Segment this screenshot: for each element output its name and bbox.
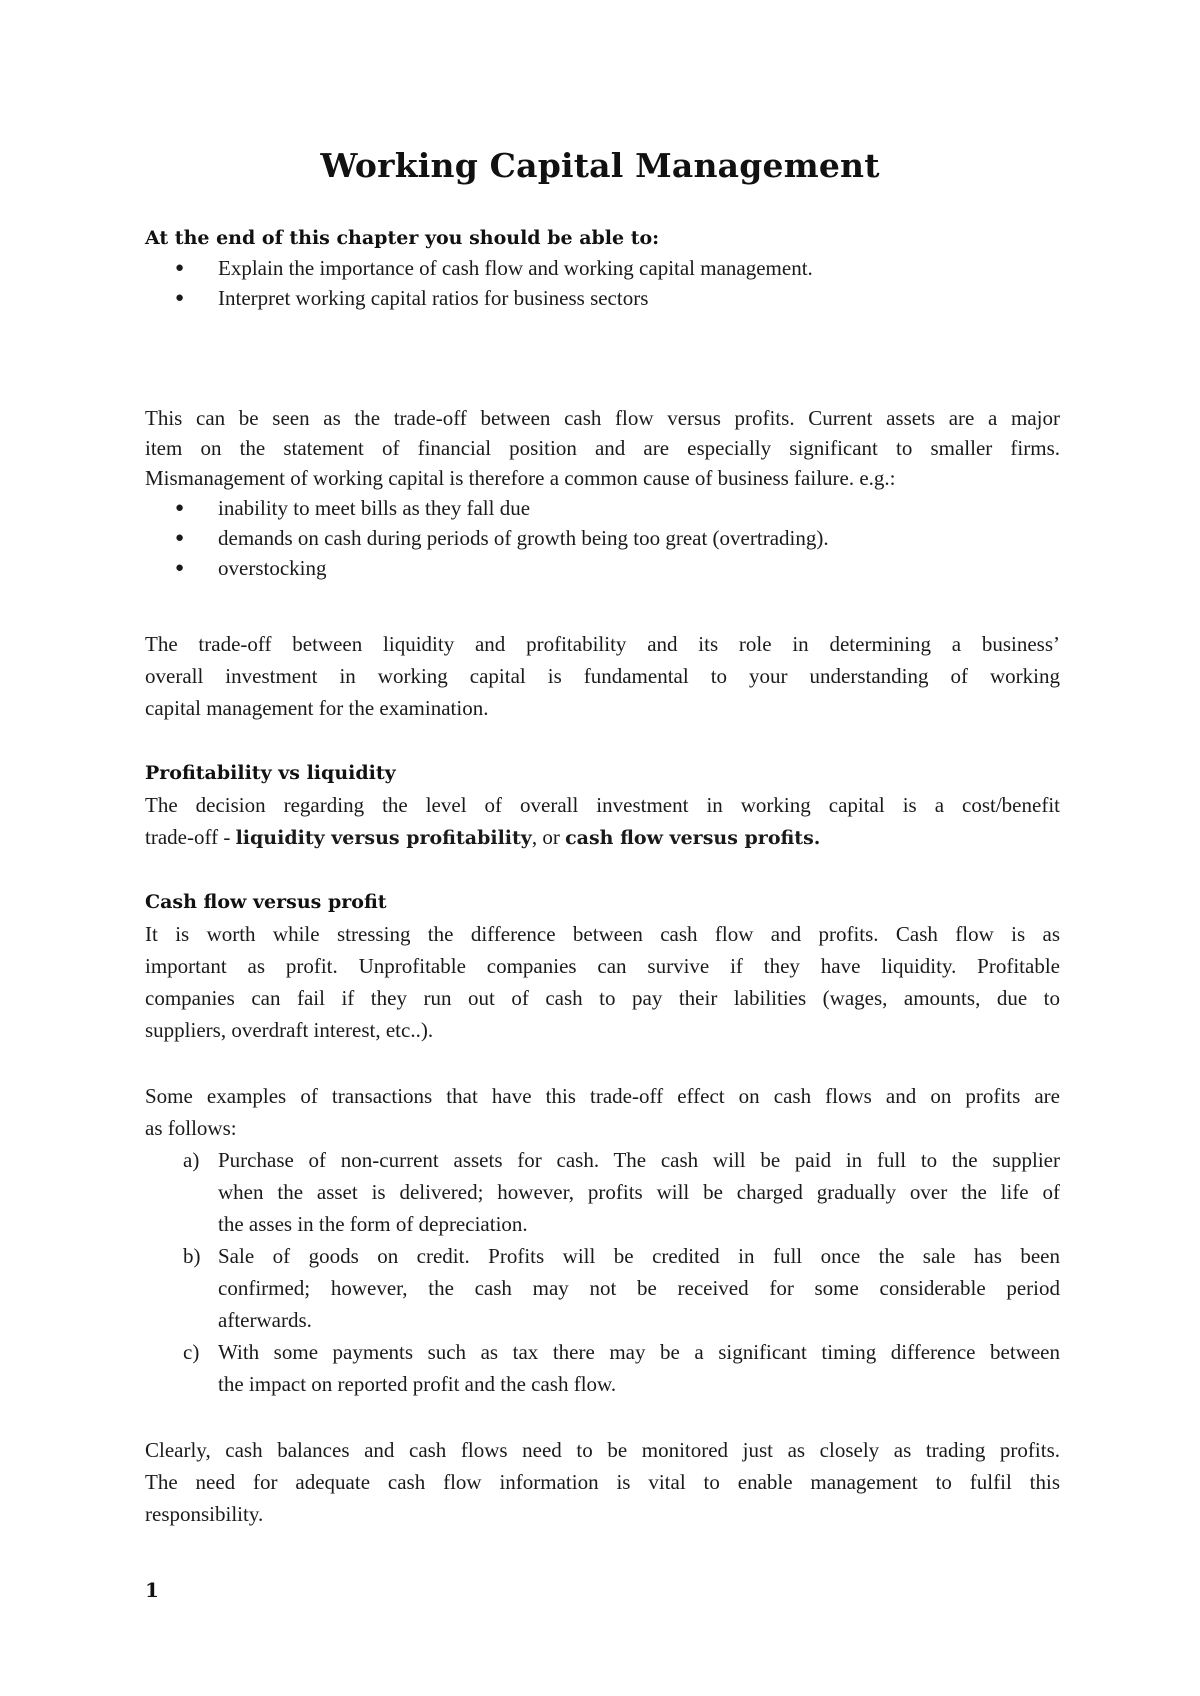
section-heading: Profitability vs liquidity [145,762,396,784]
cashflow-section [145,886,1060,1046]
objectives-section [145,222,1060,322]
objectives-heading: At the end of this chapter you should be able to: [145,227,660,249]
profitability-section [145,757,1060,853]
item-line: the impact on reported profit and the cash flow. [218,1372,617,1396]
list-label: a) [183,1148,200,1172]
paragraph-line: important as profit. Unprofitable companies can survive if they have liquidity. Profitable [145,954,1060,978]
list-item [145,1336,1060,1400]
section-heading: Cash flow versus profit [145,891,387,913]
paragraph-line: suppliers, overdraft interest, etc..). [145,1018,434,1042]
paragraph-line: The trade-off between liquidity and profitability and its role in determining a business’ [145,632,1060,656]
list-item [145,522,1060,554]
paragraph-line: as follows: [145,1116,237,1140]
bullet-icon: ● [175,290,185,306]
conclusion-section [145,1434,1060,1530]
bullet-icon: ● [175,500,185,516]
item-line: With some payments such as tax there may be a significant timing difference between [218,1340,1060,1364]
paragraph-line: The need for adequate cash flow information is vital to enable management to fulfil this [145,1470,1060,1494]
bullet-icon: ● [175,260,185,276]
paragraph-line: Some examples of transactions that have this trade-off effect on cash flows and on profits are [145,1084,1060,1108]
item-line: Purchase of non-current assets for cash. The cash will be paid in full to the supplier [218,1148,1060,1172]
paragraph-line: Clearly, cash balances and cash flows need to be monitored just as closely as trading profits. [145,1438,1060,1462]
paragraph-line: This can be seen as the trade-off between cash flow versus profits. Current assets are a major [145,406,1060,430]
bullet-text: overstocking [218,556,327,580]
bullet-text: inability to meet bills as they fall due [218,496,531,520]
page-title: Working Capital Management [320,146,880,185]
tradeoff-section [145,628,1060,724]
paragraph-line: The decision regarding the level of overall investment in working capital is a cost/benefit [145,793,1060,817]
list-item [145,1240,1060,1336]
list-item [145,252,1060,284]
list-item [145,1144,1060,1240]
paragraph-line: overall investment in working capital is fundamental to your understanding of working [145,664,1060,688]
list-label: c) [183,1340,200,1364]
item-line: afterwards. [218,1308,312,1332]
bold-phrase: liquidity versus profitability [235,827,532,849]
paragraph-line: capital management for the examination. [145,696,489,720]
list-item [145,282,1060,314]
list-item [145,492,1060,524]
paragraph-line: responsibility. [145,1502,264,1526]
list-label: b) [183,1244,201,1268]
page-number: 1 [145,1578,159,1602]
paragraph-line: item on the statement of financial position and are especially significant to smaller firms. [145,436,1060,460]
bullet-icon: ● [175,560,185,576]
bullet-icon: ● [175,530,185,546]
intro-section [145,402,1060,592]
item-line: confirmed; however, the cash may not be received for some considerable period [218,1276,1060,1300]
bullet-text: demands on cash during periods of growth being too great (overtrading). [218,526,829,550]
text-span: trade-off - [145,825,236,849]
list-item [145,552,1060,584]
item-line: Sale of goods on credit. Profits will be credited in full once the sale has been [218,1244,1060,1268]
bold-phrase: cash flow versus profits. [565,827,821,849]
item-line: the asses in the form of depreciation. [218,1212,528,1236]
text-span: , or [531,825,566,849]
objective-text: Explain the importance of cash flow and working capital management. [218,256,813,280]
objective-text: Interpret working capital ratios for business sectors [218,286,649,310]
paragraph-line: companies can fail if they run out of cash to pay their labilities (wages, amounts, due to [145,986,1060,1010]
item-line: when the asset is delivered; however, profits will be charged gradually over the life of [218,1180,1060,1204]
examples-section [145,1080,1060,1400]
paragraph-line: Mismanagement of working capital is therefore a common cause of business failure. e.g.: [145,466,896,490]
paragraph-line [145,821,820,853]
paragraph-line: It is worth while stressing the difference between cash flow and profits. Cash flow is as [145,922,1060,946]
